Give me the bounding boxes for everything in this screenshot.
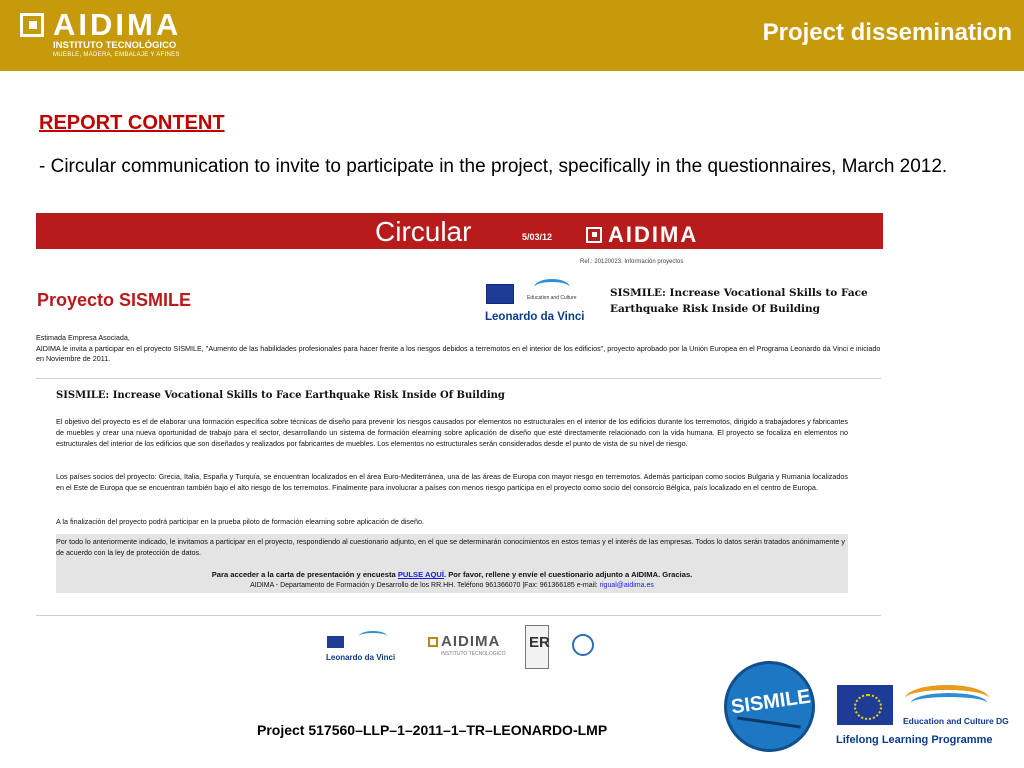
sismile-logo-text: SISMILE xyxy=(729,685,813,719)
sismile-logo xyxy=(724,661,815,752)
education-culture-icon xyxy=(359,631,387,641)
circular-reference: Ref.: 20120023. Información proyectos xyxy=(580,259,684,265)
circular-sismile-title: SISMILE: Increase Vocational Skills to Face Earthquake Risk Inside Of Building xyxy=(610,287,868,315)
er-certification-icon xyxy=(525,625,549,669)
circular-paragraph-1: El objetivo del proyecto es el de elaborar una formación específica sobre técnicas de diseño para prevenir los riesgos causados por elementos no estructurales en el interior de los edificios durante los terremotos, dirigido a trabajadores y fabricantes de muebles y crear una nueva oportunidad de trabajo para el sector, desarrollando un sistema de formación elearning sobre aplicación de diseño que esté directamente relacionado con la vida humana. El proyecto se focaliza en elementos no estructurales del interior de los edificios que son diseñados y realizados por fabricantes de muebles. Los elementos no estructurales serán considerados desde el punto de vista de su nivel de riesgo. xyxy=(56,417,848,448)
circular-paragraph-3: A la finalización del proyecto podrá participar en la prueba piloto de formación elearning sobre aplicación de diseño. xyxy=(56,517,424,526)
logo-subtitle: INSTITUTO TECNOLÓGICO xyxy=(53,40,177,51)
circular-date: 5/03/12 xyxy=(522,232,553,242)
section-description: - Circular communication to invite to participate in the project, specifically in the questionnaires, March 2012. xyxy=(39,156,948,177)
leonardo-logo xyxy=(482,277,597,327)
invitation-box xyxy=(56,534,848,593)
logo-name: AIDIMA xyxy=(53,7,182,42)
circular-paragraph-4: Por todo lo anteriormente indicado, le invitamos a participar en el proyecto, respondiendo al cuestionario adjunto, en el que se determinarán conocimientos en estos temas y el interés de las empresas. Todos lo datos serán tratados anónimamente y de acuerdo con la ley de protección de datos. xyxy=(56,537,845,557)
aidima-logo xyxy=(20,7,220,63)
llp-programme-name: Lifelong Learning Programme xyxy=(836,734,993,746)
crack-icon xyxy=(737,717,801,729)
footer-leonardo-label: Leonardo da Vinci xyxy=(326,653,396,662)
logo-subtitle-2: MUEBLE, MADERA, EMBALAJE Y AFINES xyxy=(53,52,180,58)
circular-greeting: Estimada Empresa Asociada, xyxy=(36,333,130,342)
aidima-logo-icon xyxy=(20,13,44,37)
llp-education-culture: Education and Culture DG xyxy=(903,716,1009,726)
questionnaire-link[interactable]: PULSE AQUÍ xyxy=(397,570,444,579)
circular-project-title: Proyecto SISMILE xyxy=(37,290,192,310)
aidima-logo-icon xyxy=(428,637,438,647)
circular-word: Circular xyxy=(375,216,472,247)
slide-title: Project dissemination xyxy=(762,19,1012,46)
header-bar xyxy=(0,0,1024,71)
circular-paragraph-2: Los países socios del proyecto: Grecia, Italia, España y Turquía, se encuentran localizados en el área Euro-Mediterránea, una de las áreas de Europa con mayor riesgo en terremotos. Además participan como socios Bulgaria y Rumania localizados en el Este de Europa que se encuentran también bajo el alto riesgo de los terremotos. Finalmente para involucrar a países con menos riesgo participa en el proyecto como socio del consorcio Bélgica, país localizado en el centro de Europa. xyxy=(56,472,848,492)
leonardo-label: Leonardo da Vinci xyxy=(485,311,585,323)
circular-document xyxy=(36,213,883,673)
footer-aidima-name: AIDIMA xyxy=(441,633,501,650)
contact-line xyxy=(56,582,848,589)
circular-intro-text: AIDIMA le invita a participar en el proyecto SISMILE, "Aumento de las habilidades profesionales para hacer frente a los riesgos debidos a terremotos en el interior de los edificios", proyecto aprobado por la Unión Europea en el Programa Leonardo da Vinci e iniciado en Noviembre de 2011. xyxy=(36,343,881,363)
contact-text: AIDIMA - Departamento de Formación y Desarrollo de los RR.HH. Teléfono 961366070 |Fax: 961366185 e-mail: xyxy=(250,582,600,589)
circular-logo-name: AIDIMA xyxy=(608,222,699,247)
access-line xyxy=(56,570,848,579)
section-title: REPORT CONTENT xyxy=(39,112,225,134)
circular-header-bar xyxy=(36,213,883,249)
swoosh-icon xyxy=(911,693,987,713)
lifelong-learning-logo xyxy=(833,683,1009,753)
access-text-pre: Para acceder a la carta de presentación y encuesta xyxy=(211,570,398,579)
access-text-post: . Por favor, rellene y envíe el cuestionario adjunto a AIDIMA. Gracias. xyxy=(444,570,693,579)
certification-seal-icon xyxy=(572,634,594,656)
aidima-logo-icon xyxy=(586,227,602,243)
eu-flag-icon xyxy=(327,636,344,648)
education-culture-icon xyxy=(534,279,570,296)
circular-intro xyxy=(36,333,883,365)
er-label: ER xyxy=(529,634,550,651)
footer-aidima-sub: INSTITUTO TECNOLOGICO xyxy=(441,651,506,657)
eu-stars-icon xyxy=(854,694,882,720)
divider xyxy=(36,378,881,379)
education-culture-caption: Education and Culture xyxy=(527,295,577,301)
circular-heading: SISMILE: Increase Vocational Skills to Face Earthquake Risk Inside Of Building xyxy=(56,390,505,401)
divider xyxy=(36,615,881,616)
email-link[interactable]: rigual@aidima.es xyxy=(599,582,654,589)
eu-flag-icon xyxy=(837,685,893,725)
project-code: Project 517560–LLP–1–2011–1–TR–LEONARDO-LMP xyxy=(257,722,608,738)
eu-flag-icon xyxy=(486,284,514,304)
